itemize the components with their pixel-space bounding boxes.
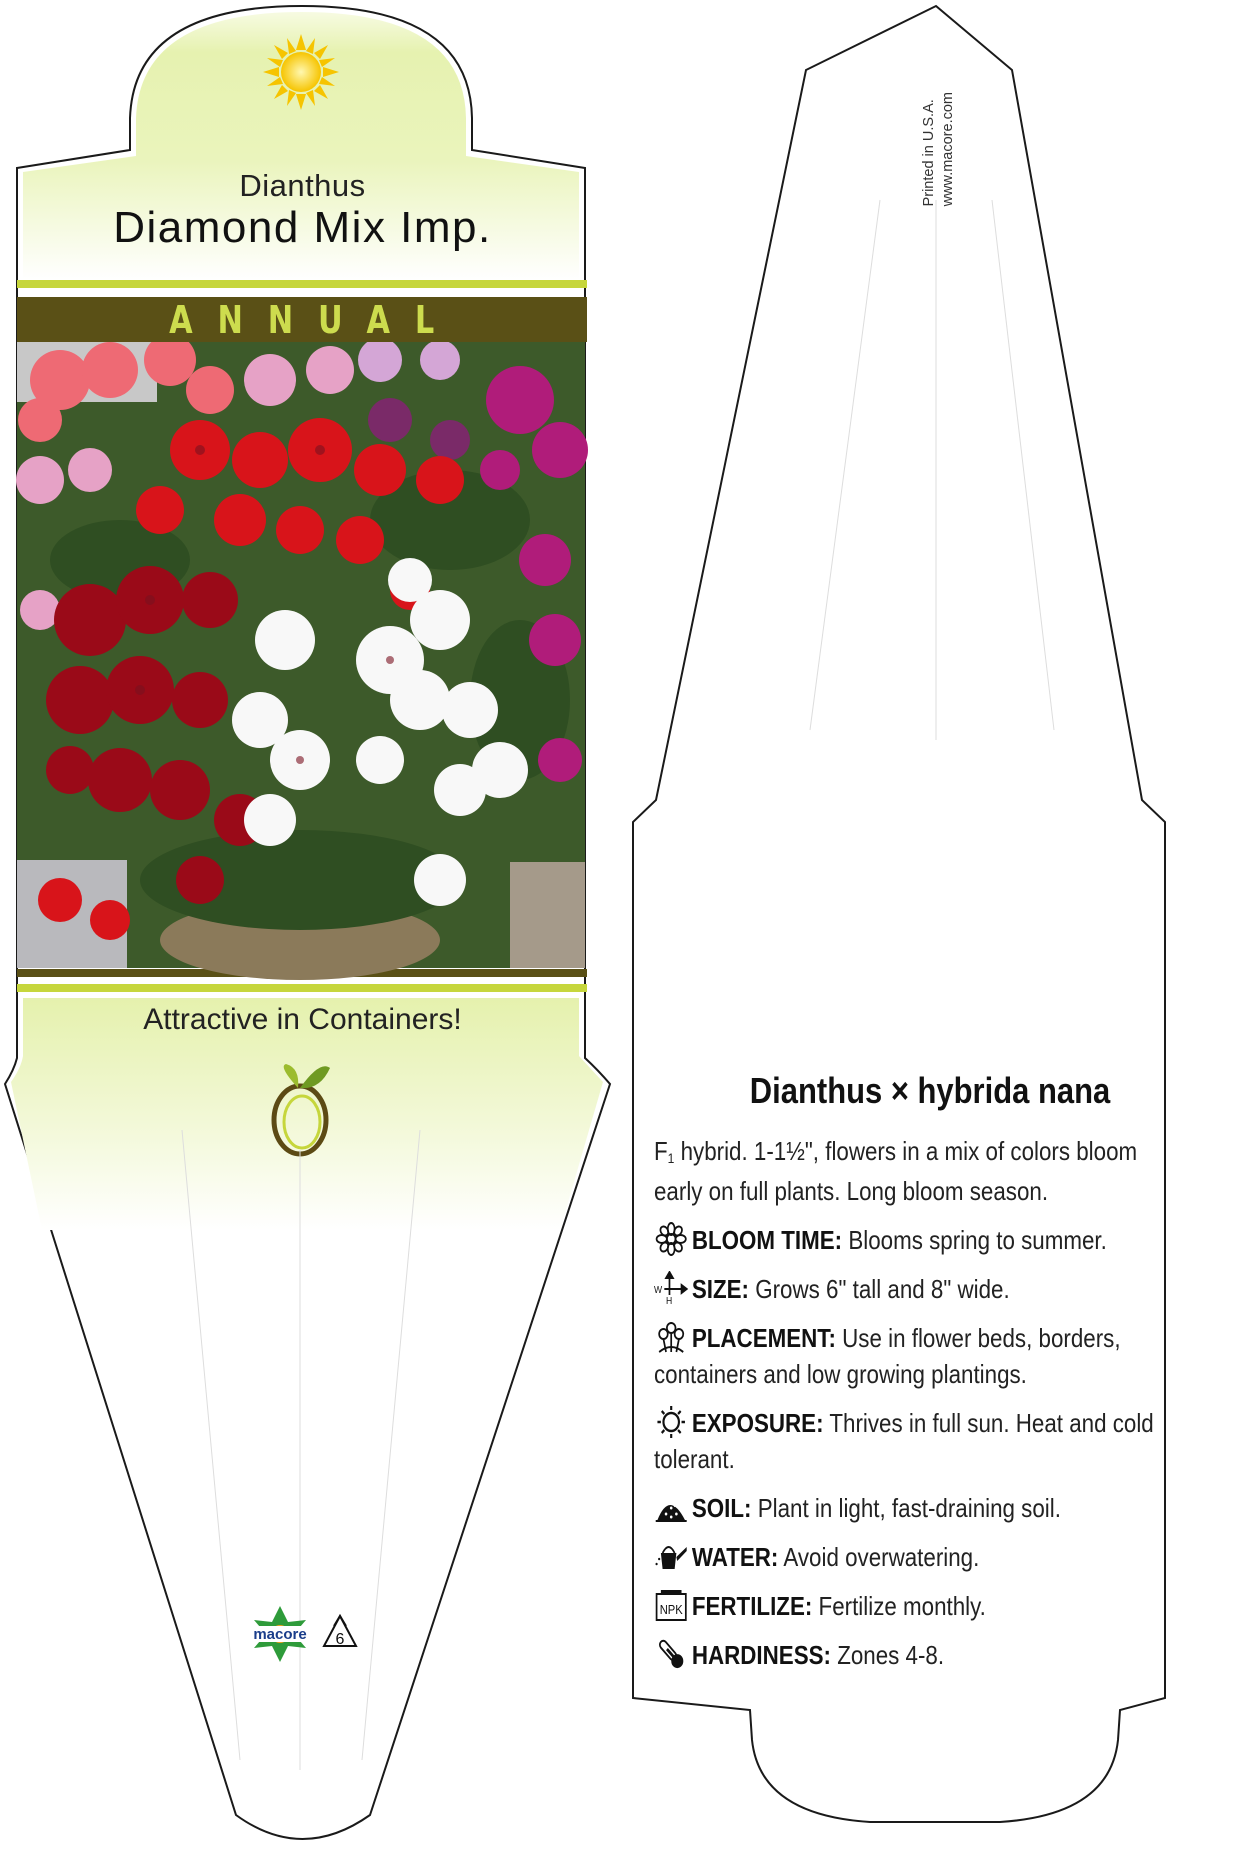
svg-text:macore: macore (253, 1626, 307, 1643)
attribute-value: Zones 4-8. (830, 1640, 945, 1670)
attribute-label: HARDINESS: (691, 1640, 831, 1670)
description-prefix: F (654, 1136, 668, 1166)
attribute-label: BLOOM TIME: (691, 1225, 843, 1255)
attribute-label: EXPOSURE: (691, 1408, 824, 1438)
attribute-size (654, 1271, 1161, 1307)
attribute-value: Thrives in full sun. Heat and cold tolerant. (654, 1408, 1154, 1474)
flower-photo (16, 334, 588, 980)
attribute-value: Blooms spring to summer. (842, 1225, 1107, 1255)
thermometer-icon (654, 1637, 688, 1671)
care-info (654, 1133, 1161, 1686)
attribute-value: Grows 6" tall and 8" wide. (748, 1274, 1010, 1304)
sun-icon (263, 34, 339, 110)
soil-icon (654, 1490, 688, 1524)
botanical-name: Dianthus × hybrida nana (749, 1070, 1111, 1111)
attribute-soil (654, 1490, 1161, 1526)
svg-text:NPK: NPK (659, 1602, 683, 1618)
attribute-value: Fertilize monthly. (812, 1591, 986, 1621)
attribute-exposure (654, 1405, 1161, 1477)
attribute-label: PLACEMENT: (691, 1323, 836, 1353)
attribute-water (654, 1539, 1161, 1575)
category-label: ANNUAL (169, 297, 460, 342)
attribute-label: SIZE: (691, 1274, 749, 1304)
sun-outline-icon (654, 1405, 688, 1439)
attribute-placement (654, 1320, 1161, 1392)
category-bar (17, 297, 587, 342)
front-tag (5, 6, 610, 1839)
attribute-label: SOIL: (691, 1493, 752, 1523)
placement-icon (654, 1320, 688, 1354)
attribute-label: WATER: (691, 1542, 779, 1572)
print-info (920, 92, 958, 206)
description-text: hybrid. 1-1½", flowers in a mix of colors bloom early on full plants. Long bloom season. (654, 1136, 1138, 1206)
svg-text:6: 6 (335, 1631, 345, 1648)
website: www.macore.com (940, 92, 956, 207)
attribute-fertilize (654, 1588, 1161, 1624)
attribute-value: Plant in light, fast-draining soil. (751, 1493, 1061, 1523)
genus-name: Dianthus (239, 168, 366, 203)
attribute-label: FERTILIZE: (691, 1591, 813, 1621)
attribute-hardiness (654, 1637, 1161, 1673)
tagline: Attractive in Containers! (143, 1003, 462, 1036)
attribute-value: Use in flower beds, borders, containers and low growing plantings. (654, 1323, 1121, 1389)
printed-in: Printed in U.S.A. (921, 99, 937, 207)
attribute-bloom-time (654, 1222, 1161, 1258)
npk-icon (654, 1588, 688, 1622)
watering-can-icon (654, 1539, 688, 1573)
size-icon (654, 1271, 688, 1305)
variety-name: Diamond Mix Imp. (113, 203, 492, 252)
description-subscript: 1 (667, 1150, 675, 1166)
attribute-value: Avoid overwatering. (778, 1542, 980, 1572)
description (654, 1133, 1161, 1209)
svg-text:W: W (654, 1284, 663, 1296)
svg-text:H: H (666, 1295, 673, 1305)
flower-icon (654, 1222, 688, 1256)
